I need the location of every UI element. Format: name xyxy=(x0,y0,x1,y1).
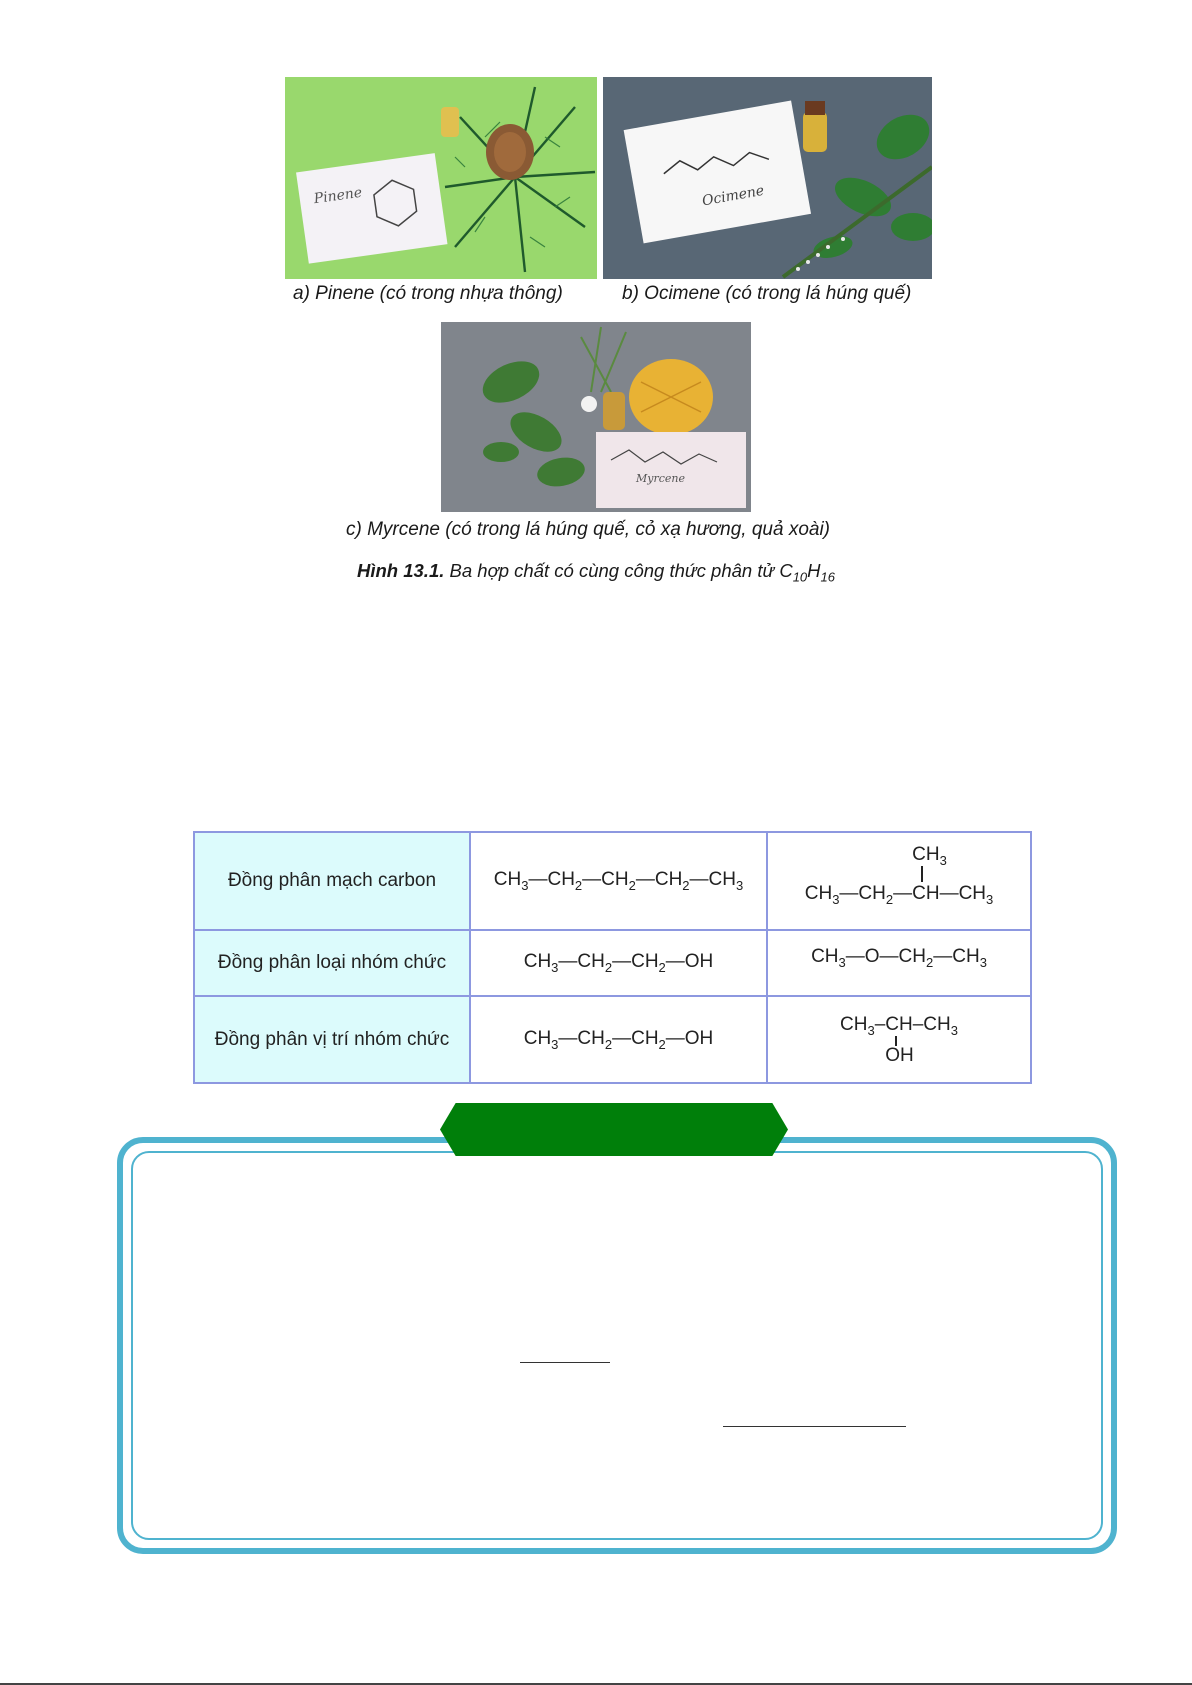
row-label-functional-type: Đồng phân loại nhóm chức xyxy=(194,930,470,996)
row-label-functional-position: Đồng phân vị trí nhóm chức xyxy=(194,996,470,1083)
figure-title-text: Ba hợp chất có cùng công thức phân tử C xyxy=(444,560,793,581)
row-label-carbon-chain: Đồng phân mạch carbon xyxy=(194,832,470,930)
figure-title-number: Hình 13.1. xyxy=(356,560,445,581)
fill-blank-2 xyxy=(723,1426,906,1427)
summary-box xyxy=(117,1137,1117,1554)
formula-propanol-2nd: $CH_3—CH_2—CH_2—OH$ xyxy=(470,996,767,1083)
formula-propanol-1: $CH_3—CH_2—CH_2—OH$ xyxy=(470,930,767,996)
fill-blank-1 xyxy=(520,1362,610,1363)
formula-isopropanol: $CH_3-CH$ OH $-CH_3$ xyxy=(767,996,1031,1083)
summary-box-inner-border xyxy=(131,1151,1103,1540)
photo-pinene xyxy=(285,77,597,279)
card-b-label: Ocimene xyxy=(700,182,766,210)
caption-a: a) Pinene (có trong nhựa thông) xyxy=(293,283,563,304)
table-row xyxy=(194,930,1031,996)
table-row xyxy=(194,996,1031,1083)
card-a-label: Pinene xyxy=(312,184,364,208)
caption-b: b) Ocimene (có trong lá húng quế) xyxy=(622,283,912,304)
photo-ocimene xyxy=(603,77,932,279)
formula-isopentane: $CH_3—CH_2—CH$ $CH_3$ $—CH_3$ xyxy=(767,832,1031,930)
summary-tab xyxy=(440,1103,788,1156)
photo-myrcene xyxy=(441,322,751,512)
formula-pentane: $CH_3—CH_2—CH_2—CH_2—CH_3$ xyxy=(470,832,767,930)
table-row xyxy=(194,832,1031,930)
figure-title: Hình 13.1. Ba hợp chất có cùng công thức phân tử $C_{10}H_{16}$ xyxy=(356,560,835,585)
isomer-table xyxy=(193,831,1032,1084)
formula-methoxyethane: $CH_3—O—CH_2—CH_3$ xyxy=(767,930,1031,996)
card-c-label: Myrcene xyxy=(636,472,686,485)
caption-c: c) Myrcene (có trong lá húng quế, cỏ xạ hương, quả xoài) xyxy=(346,519,831,540)
